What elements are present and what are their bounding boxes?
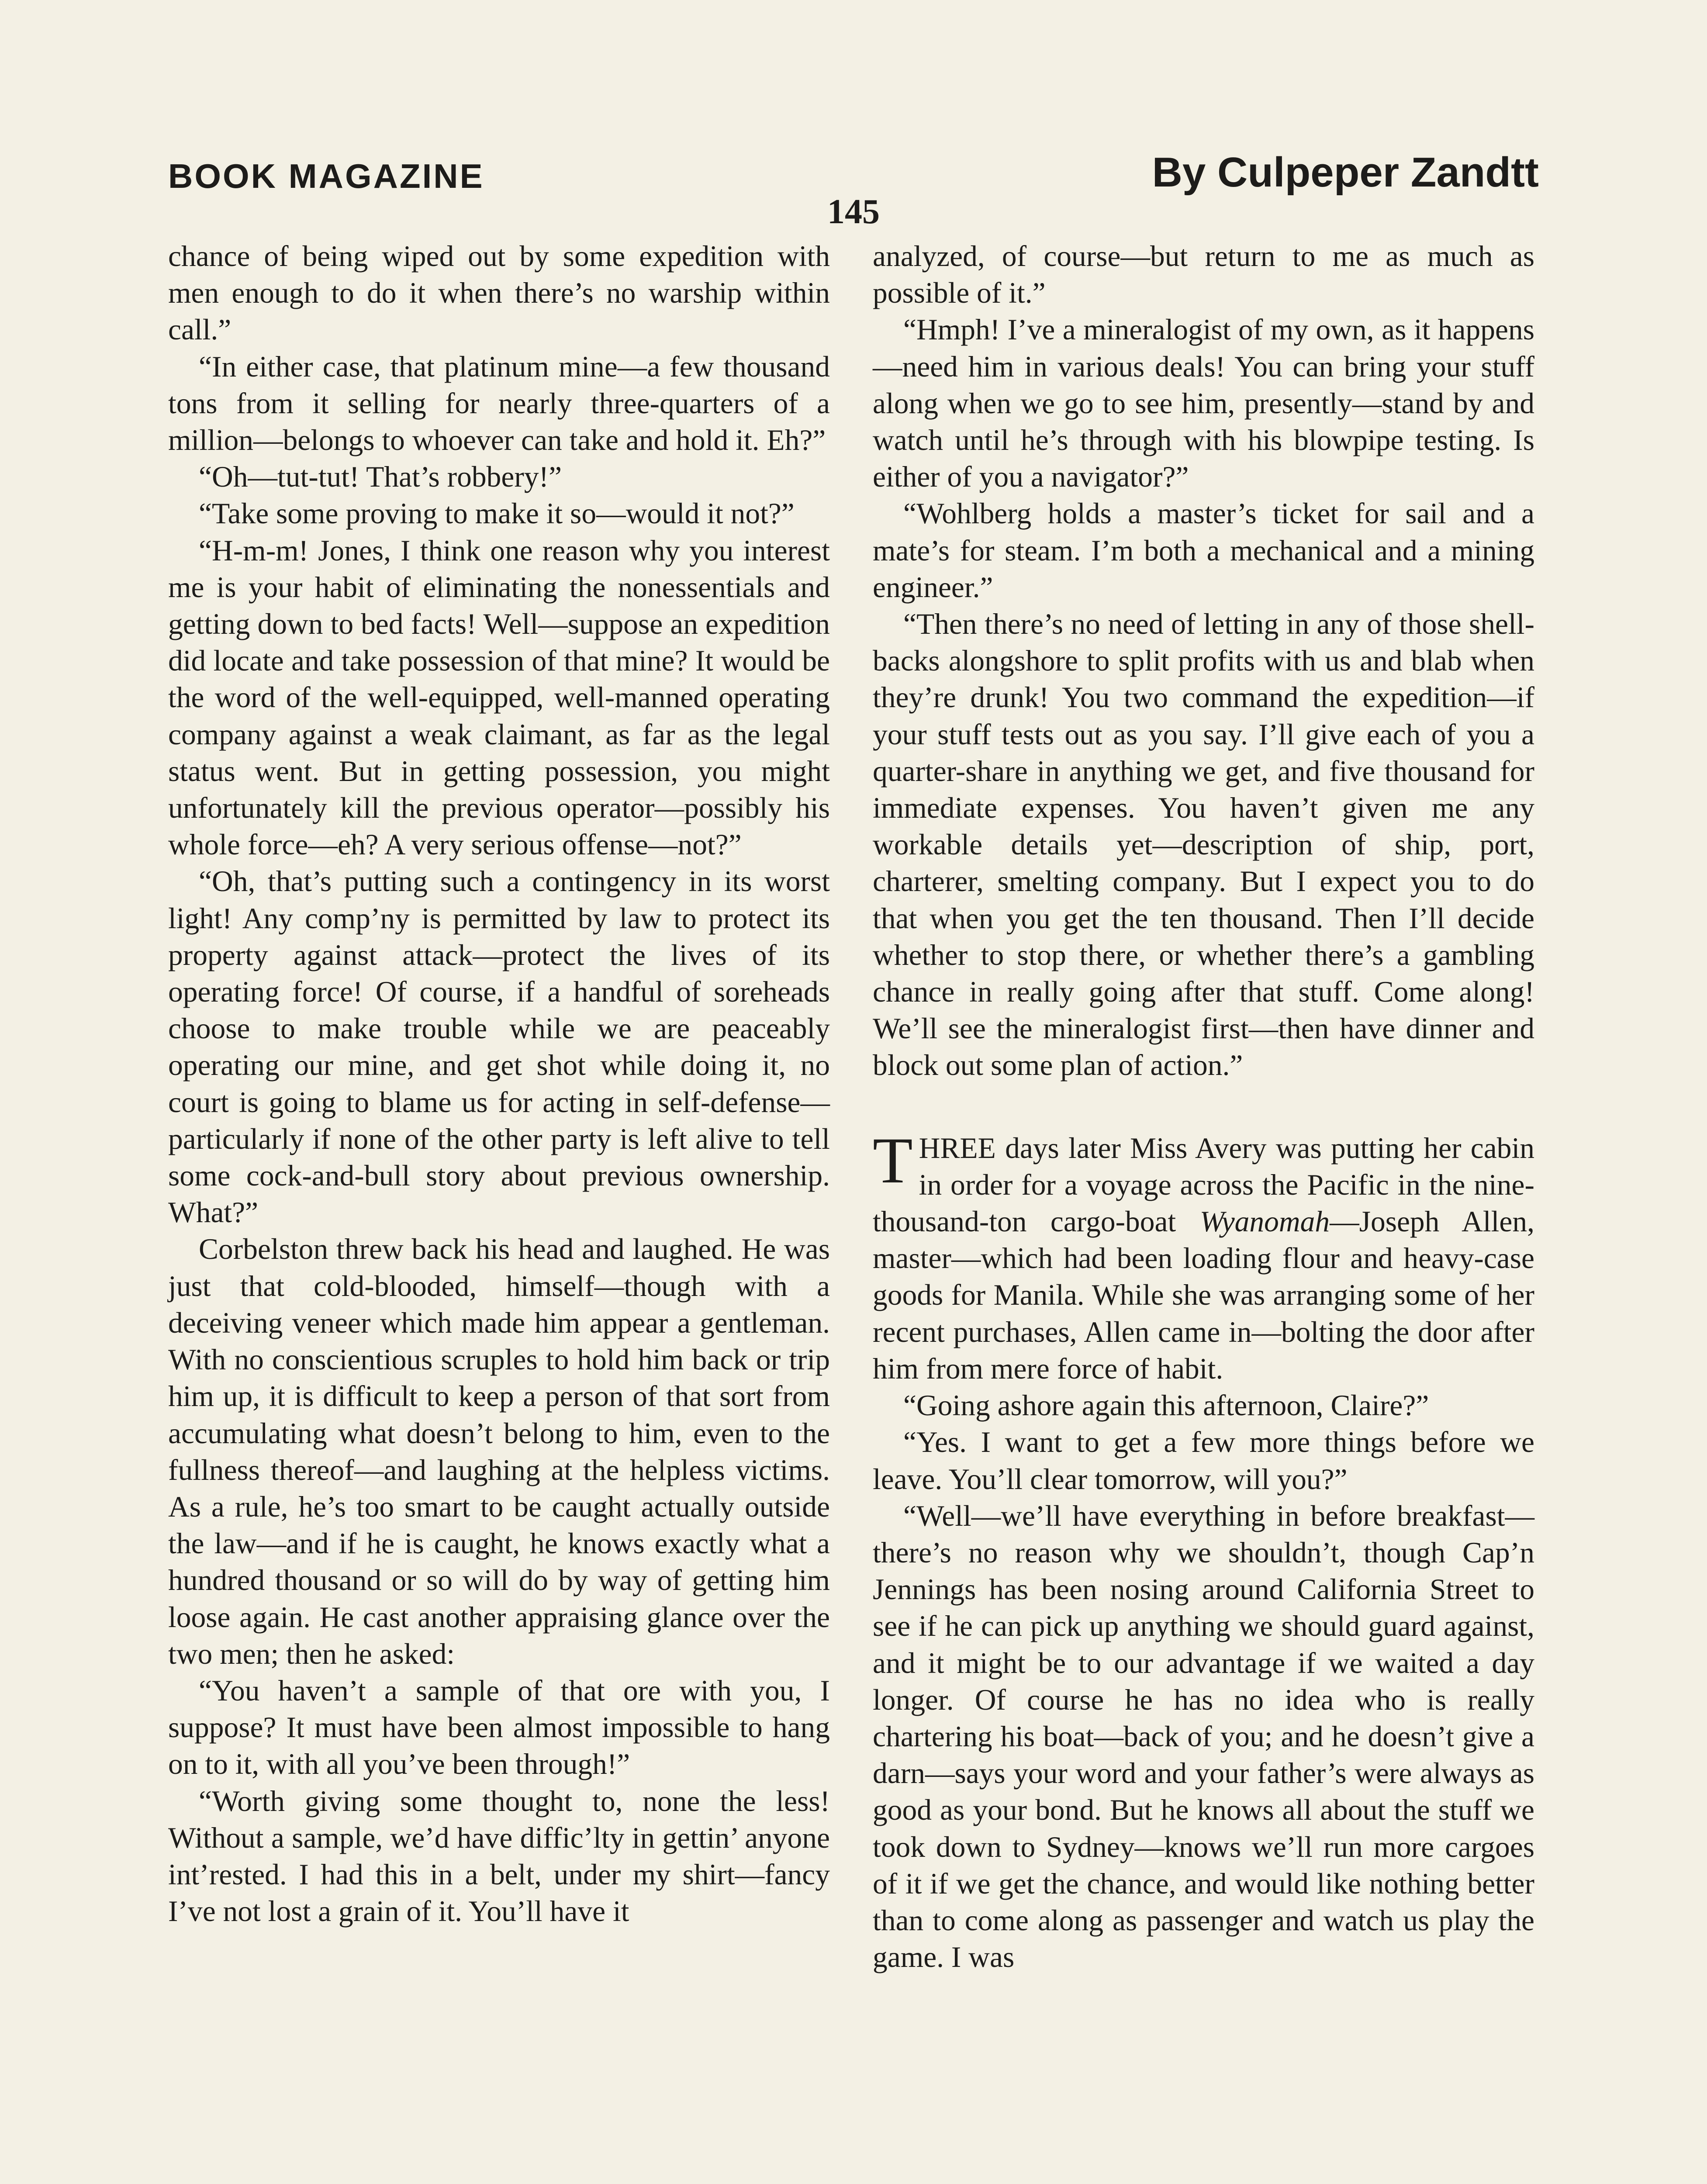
- paragraph: Corbelston threw back his head and laughed. He was just that cold-blooded, himself—though with a deceiving veneer which made him appear a gentleman. With no conscientious scruples to hold him back or trip him up, it is difficult to keep a person of that sort from accumulating what doesn’t belong to him, even to the fullness thereof—and laughing at the helpless victims. As a rule, he’s too smart to be caught actually outside the law—and if he is caught, he knows exactly what a hundred thousand or so will do by way of getting him loose again. He cast another appraising glance over the two men; then he asked:: [168, 1233, 830, 1670]
- lead-text: HREE days later Miss Avery was putting her cabin in order for a voyage across the Pacific in the nine-thousand-ton cargo-boat: [873, 1131, 1534, 1238]
- paragraph: “Then there’s no need of letting in any of those shell-backs alongshore to split profits with us and blab when they’re drunk! You two command the expedition—if your stuff tests out as you say. I’ll give each of you a quarter-share in anything we get, and five thousand for immediate expenses. You haven’t given me any workable details yet—description of ship, port, charterer, smelting company. But I expect you to do that when you get the ten thousand. Then I’ll decide whether to stop there, or whether there’s a gambling chance in really going after that stuff. Come along! We’ll see the mineralogist first—then have dinner and block out some plan of action.”: [873, 608, 1534, 1082]
- right-column: [873, 238, 1534, 1976]
- paragraph: “Wohlberg holds a master’s ticket for sail and a mate’s for steam. I’m both a mechanical and a mining engineer.”: [873, 497, 1534, 604]
- paragraph: “Yes. I want to get a few more things before we leave. You’ll clear tomorrow, will you?”: [873, 1426, 1534, 1496]
- paragraph: “Going ashore again this afternoon, Claire?”: [903, 1389, 1429, 1422]
- lead-text-end: —Joseph Allen, master—which had been loading flour and heavy-case goods for Manila. While she was arranging some of her recent purchases, Allen came in—bolting the door after him from mere force of habit.: [873, 1205, 1534, 1385]
- paragraph: “H-m-m! Jones, I think one reason why you interest me is your habit of eliminating the nonessentials and getting down to bed facts! Well—suppose an expedition did locate and take possession of that mine? It would be the word of the well-equipped, well-manned operating company against a weak claimant, as far as the legal status went. But in getting possession, you might unfortunately kill the previous operator—possibly his whole force—eh? A very serious offense—not?”: [168, 534, 830, 861]
- paragraph: “In either case, that platinum mine—a few thousand tons from it selling for nearly three-quarters of a million—belongs to whoever can take and hold it. Eh?”: [168, 350, 830, 457]
- paragraph: “Oh, that’s putting such a contingency in its worst light! Any comp’ny is permitted by law to protect its property against attack—protect the lives of its operating force! Of course, if a handful of soreheads choose to make trouble while we are peaceably operating our mine, and get shot while doing it, no court is going to blame us for acting in self-defense—particularly if none of the other party is left alive to tell some cock-and-bull story about previous ownership. What?”: [168, 865, 830, 1229]
- page-number: 145: [827, 193, 880, 231]
- paragraph: “Oh—tut-tut! That’s robbery!”: [199, 460, 562, 494]
- paragraph: “You haven’t a sample of that ore with you, I suppose? It must have been almost impossible to hang on to it, with all you’ve been through!”: [168, 1674, 830, 1781]
- section-lead-paragraph: [873, 1124, 1534, 1387]
- ship-name: Wyanomah: [1199, 1205, 1330, 1238]
- paragraph: “Worth giving some thought to, none the less! Without a sample, we’d have diffic’lty in gettin’ anyone int’rested. I had this in a belt, under my shirt—fancy I’ve not lost a grain of it. You’ll have it: [168, 1784, 830, 1928]
- paragraph: “Well—we’ll have everything in before breakfast—there’s no reason why we shouldn’t, though Cap’n Jennings has been nosing around California Street to see if he can pick up anything we should guard against, and it might be to our advantage if we waited a day longer. Of course he has no idea who is really chartering his boat—back of you; and he doesn’t give a darn—says your word and your father’s were always as good as your bond. But he knows all about the stuff we took down to Sydney—knows we’ll run more cargoes of it if we get the chance, and would like nothing better than to come along as passenger and watch us play the game. I was: [873, 1499, 1534, 1974]
- paragraph: “Hmph! I’ve a mineralogist of my own, as it happens—need him in various deals! You can bring your stuff along when we go to see him, presently—stand by and watch until he’s through with his blowpipe testing. Is either of you a navigator?”: [873, 313, 1534, 494]
- paragraph: analyzed, of course—but return to me as much as possible of it.”: [873, 240, 1534, 310]
- drop-cap: T: [873, 1124, 913, 1197]
- section-break: [873, 1084, 1534, 1130]
- left-column: [168, 238, 830, 1930]
- magazine-title: BOOK MAGAZINE: [168, 157, 484, 195]
- paragraph: “Take some proving to make it so—would it not?”: [199, 497, 795, 530]
- paragraph: chance of being wiped out by some expedition with men enough to do it when there’s no warship within call.”: [168, 240, 830, 346]
- author-byline: By Culpeper Zandtt: [1152, 149, 1539, 196]
